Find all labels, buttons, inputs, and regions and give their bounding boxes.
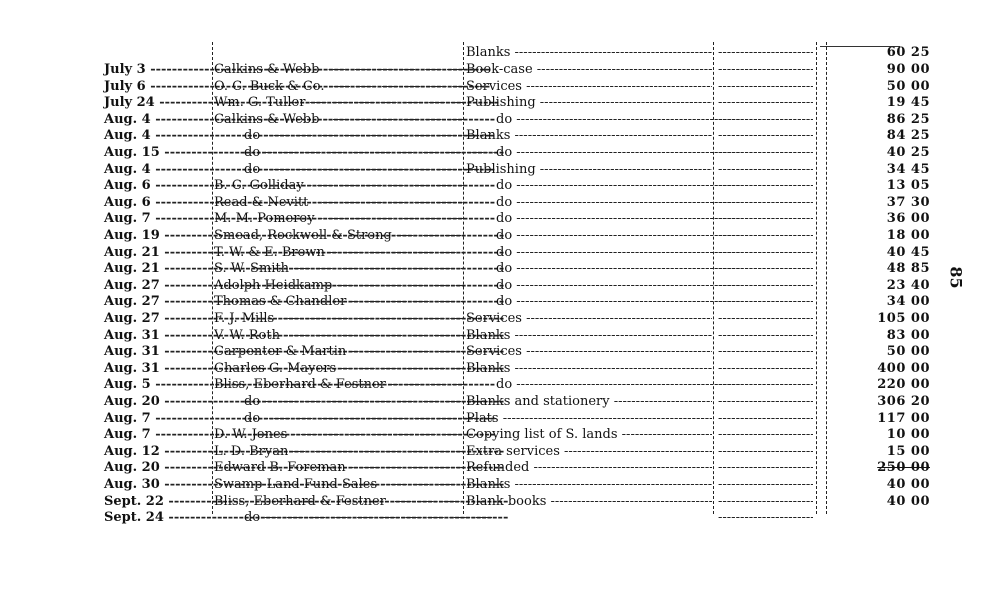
entry-amount: 220 00 xyxy=(877,377,930,393)
entry-amount: 250 00 xyxy=(877,460,930,476)
payee-name: Adolph Heidkamp ----- xyxy=(214,277,464,294)
payee-name: do ----- xyxy=(214,393,494,410)
blank-column xyxy=(718,78,813,95)
table-row xyxy=(0,78,995,95)
payee-name: do ----- xyxy=(214,410,494,427)
entry-description: Services ----- xyxy=(466,310,712,327)
page-number: 85 xyxy=(946,266,966,289)
entry-amount: 23 40 xyxy=(886,277,930,293)
entry-description: do ----- xyxy=(466,260,742,277)
blank-column xyxy=(718,111,813,128)
blank-column xyxy=(718,493,813,510)
entry-date: Aug. 21 ----- xyxy=(104,260,214,277)
payee-name: T. W. & E. Brown ----- xyxy=(214,244,464,261)
entry-description: Blank books ----- xyxy=(466,493,712,510)
entry-date: Aug. 20 ----- xyxy=(104,459,214,476)
payee-name: B. C. Golliday ----- xyxy=(214,177,464,194)
entry-amount: 117 00 xyxy=(877,410,930,426)
entry-description: Blanks ----- xyxy=(466,127,712,144)
table-row xyxy=(0,277,995,294)
blank-column xyxy=(718,327,813,344)
entry-date: Aug. 20 ----- xyxy=(104,393,214,410)
payee-name: Thomas & Chandler ----- xyxy=(214,293,464,310)
entry-date: Aug. 6 ----- xyxy=(104,194,214,211)
blank-column xyxy=(718,476,813,493)
entry-date: Aug. 4 ----- xyxy=(104,127,214,144)
payee-name: do ----- xyxy=(214,509,494,526)
payee-name: Smead, Rockwell & Strong ----- xyxy=(214,227,464,244)
blank-column xyxy=(718,194,813,211)
table-row xyxy=(0,161,995,178)
entry-amount: 306 20 xyxy=(877,394,930,409)
blank-column xyxy=(718,509,813,526)
blank-column xyxy=(718,310,813,327)
entry-amount: 105 00 xyxy=(877,311,930,326)
entry-description: Copying list of S. lands ----- xyxy=(466,426,712,443)
payee-name: Bliss, Eberhard & Festner ----- xyxy=(214,493,464,510)
payee-name: Wm. G. Tuller ----- xyxy=(214,94,464,111)
entry-description: do ----- xyxy=(466,293,742,310)
table-row xyxy=(0,376,995,393)
table-row xyxy=(0,227,995,244)
table-row xyxy=(0,293,995,310)
entry-date: Aug. 27 ----- xyxy=(104,277,214,294)
blank-column xyxy=(718,410,813,427)
carry-row xyxy=(0,44,995,61)
entry-amount: 40 25 xyxy=(886,145,930,160)
entry-amount: 86 25 xyxy=(886,111,930,127)
blank-column xyxy=(718,459,813,476)
entry-date: Aug. 7 ----- xyxy=(104,410,214,427)
entry-date: Aug. 31 ----- xyxy=(104,327,214,344)
entry-date: July 6 ----- xyxy=(104,78,214,95)
blank-column xyxy=(718,426,813,443)
entry-date: Aug. 15 ----- xyxy=(104,144,214,161)
top-amount: 60 25 xyxy=(886,45,930,60)
entry-amount: 34 00 xyxy=(886,294,930,310)
entry-description: do ----- xyxy=(466,194,742,211)
entry-description: Blanks and stationery ----- xyxy=(466,393,712,410)
blank-column xyxy=(718,277,813,294)
blank-column xyxy=(718,443,813,460)
entry-date: Aug. 7 ----- xyxy=(104,210,214,227)
table-row xyxy=(0,244,995,261)
table-row xyxy=(0,343,995,360)
entry-description: do ----- xyxy=(466,376,742,393)
entry-amount: 48 85 xyxy=(886,261,930,277)
entry-amount: 34 45 xyxy=(886,161,930,177)
payee-name: D. W. Jones ----- xyxy=(214,426,464,443)
table-row xyxy=(0,426,995,443)
entry-description: do ----- xyxy=(466,111,742,128)
blank-column xyxy=(718,393,813,410)
table-row xyxy=(0,194,995,211)
table-row xyxy=(0,493,995,510)
table-row xyxy=(0,111,995,128)
entry-amount: 400 00 xyxy=(877,360,930,376)
entry-amount: 37 30 xyxy=(886,194,930,210)
blank-column xyxy=(718,177,813,194)
blank-column xyxy=(718,144,813,161)
entry-date: July 24 ----- xyxy=(104,94,214,111)
entry-description: Publishing ----- xyxy=(466,94,712,111)
entry-date: Aug. 5 ----- xyxy=(104,376,214,393)
table-row xyxy=(0,310,995,327)
entry-date: Aug. 19 ----- xyxy=(104,227,214,244)
blank-column xyxy=(718,360,813,377)
payee-name: Edward B. Foreman ----- xyxy=(214,459,464,476)
entry-amount: 13 05 xyxy=(886,178,930,194)
payee-name: Calkins & Webb ----- xyxy=(214,111,464,128)
top-description: Blanks ----- xyxy=(466,44,712,61)
entry-amount: 90 00 xyxy=(886,62,930,77)
entry-description: Blanks ----- xyxy=(466,476,712,493)
entry-description: Publishing ----- xyxy=(466,161,712,178)
entry-description: do ----- xyxy=(466,244,742,261)
table-row xyxy=(0,410,995,427)
entry-date: Aug. 7 ----- xyxy=(104,426,214,443)
table-row xyxy=(0,509,995,526)
entry-description: Services ----- xyxy=(466,78,712,95)
entry-amount: 40 00 xyxy=(886,493,930,509)
payee-name: Read & Nevitt ----- xyxy=(214,194,464,211)
table-row xyxy=(0,144,995,161)
entry-date: Aug. 31 ----- xyxy=(104,360,214,377)
entry-description: Blanks ----- xyxy=(466,360,712,377)
entry-amount: 50 00 xyxy=(886,344,930,360)
table-row xyxy=(0,94,995,111)
table-row xyxy=(0,459,995,476)
entry-description: do ----- xyxy=(466,227,742,244)
blank-column xyxy=(718,227,813,244)
blank-column xyxy=(718,293,813,310)
entry-description: do ----- xyxy=(466,177,742,194)
payee-name: O. C. Buck & Co. ----- xyxy=(214,78,464,95)
payee-name: Charles G. Mayers ----- xyxy=(214,360,464,377)
entry-amount: 40 45 xyxy=(886,244,930,260)
entry-date: Aug. 21 ----- xyxy=(104,244,214,261)
entry-date: Sept. 24 ----- xyxy=(104,509,214,526)
payee-name: do ----- xyxy=(214,144,494,161)
blank-column xyxy=(718,343,813,360)
entry-amount: 84 25 xyxy=(886,128,930,144)
entry-date: Aug. 27 ----- xyxy=(104,293,214,310)
entry-amount: 83 00 xyxy=(886,327,930,343)
entry-date: July 3 ----- xyxy=(104,61,214,78)
entry-description: Blanks ----- xyxy=(466,327,712,344)
blank-column xyxy=(718,244,813,261)
entry-amount: 18 00 xyxy=(886,228,930,243)
table-row xyxy=(0,61,995,78)
entry-amount: 19 45 xyxy=(886,95,930,111)
table-row xyxy=(0,360,995,377)
entry-amount: 36 00 xyxy=(886,211,930,227)
entry-date: Aug. 4 ----- xyxy=(104,111,214,128)
entry-description: do ----- xyxy=(466,144,742,161)
entry-date: Sept. 22 ----- xyxy=(104,493,214,510)
entry-description: Refunded ----- xyxy=(466,459,712,476)
entry-amount: 50 00 xyxy=(886,78,930,94)
payee-name: do ----- xyxy=(214,127,494,144)
entry-date: Aug. 30 ----- xyxy=(104,476,214,493)
table-row xyxy=(0,177,995,194)
payee-name: M. M. Pomeroy ----- xyxy=(214,210,464,227)
entry-date: Aug. 31 ----- xyxy=(104,343,214,360)
entry-date: Aug. 6 ----- xyxy=(104,177,214,194)
table-row xyxy=(0,327,995,344)
table-row xyxy=(0,443,995,460)
payee-name: Calkins & Webb ----- xyxy=(214,61,464,78)
entry-date: Aug. 12 ----- xyxy=(104,443,214,460)
blank-column xyxy=(718,260,813,277)
entry-date: Aug. 27 ----- xyxy=(104,310,214,327)
entry-amount: 10 00 xyxy=(886,427,930,443)
blank-column xyxy=(718,127,813,144)
table-row xyxy=(0,393,995,410)
entry-description: do ----- xyxy=(466,277,742,294)
blank-column xyxy=(718,61,813,78)
entry-description: do ----- xyxy=(466,210,742,227)
blank-column xyxy=(718,44,813,61)
payee-name: do ----- xyxy=(214,161,494,178)
blank-column xyxy=(718,210,813,227)
payee-name: Swamp Land Fund Sales ----- xyxy=(214,476,464,493)
entry-description: Book-case ----- xyxy=(466,61,712,78)
table-row xyxy=(0,260,995,277)
entry-date: Aug. 4 ----- xyxy=(104,161,214,178)
table-row xyxy=(0,210,995,227)
entry-description: Services ----- xyxy=(466,343,712,360)
table-row xyxy=(0,476,995,493)
payee-name: L. D. Bryan ----- xyxy=(214,443,464,460)
payee-name: F. J. Mills ----- xyxy=(214,310,464,327)
entry-amount: 15 00 xyxy=(886,443,930,459)
payee-name: Bliss, Eberhard & Festner ----- xyxy=(214,376,464,393)
payee-name: S. W. Smith ----- xyxy=(214,260,464,277)
blank-column xyxy=(718,94,813,111)
blank-column xyxy=(718,376,813,393)
blank-column xyxy=(718,161,813,178)
table-row xyxy=(0,127,995,144)
payee-name: V. W. Roth ----- xyxy=(214,327,464,344)
entry-description: Extra services ----- xyxy=(466,443,712,460)
entry-amount: 40 00 xyxy=(886,477,930,492)
payee-name: Carpenter & Martin ----- xyxy=(214,343,464,360)
entry-description: Plats ----- xyxy=(466,410,712,427)
